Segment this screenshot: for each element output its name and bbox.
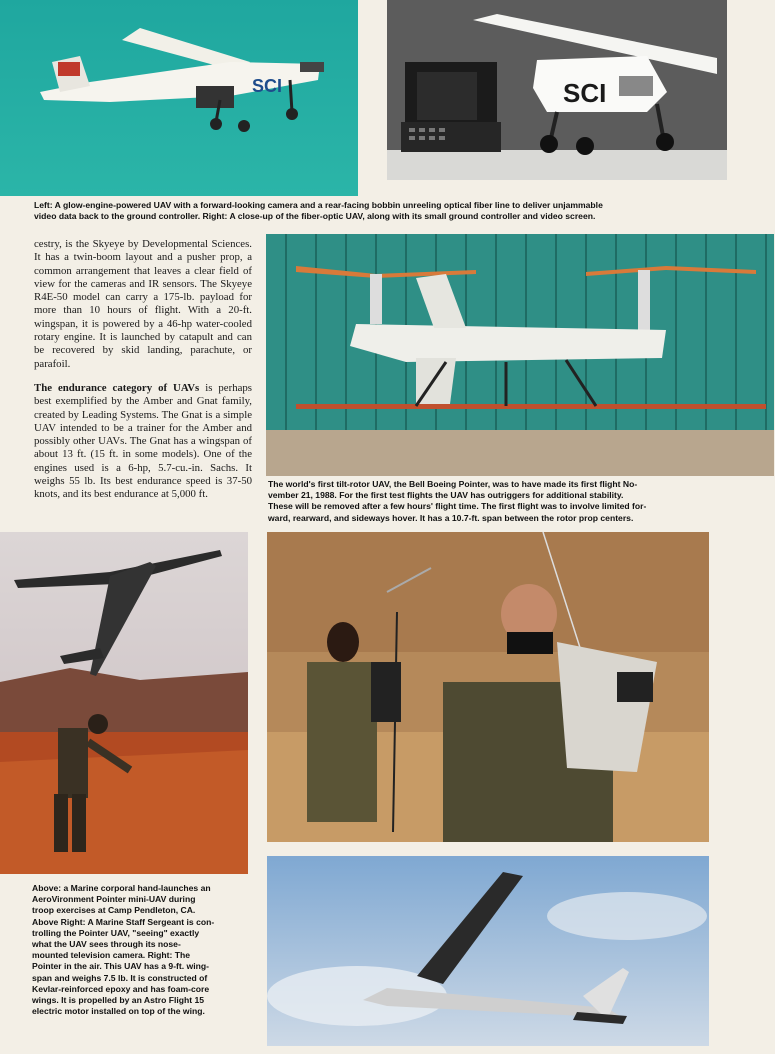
caption-bottom	[32, 883, 254, 1017]
caption-bottom-line: trolling the Pointer UAV, "seeing" exactly	[32, 927, 200, 938]
caption-pointer	[268, 479, 768, 524]
caption-bottom-line: mounted television camera. Right: The	[32, 950, 191, 961]
paragraph-text: is perhaps best exemplified by the Amber and Gnat family, created by Leading Systems. The Gnat is a simple UAV intended to be a trainer for the Amber and possibly other UAVs. The Gnat has a wingspan of about 13 ft. (15 ft. in some models). One of the engines used is a 6-hp, 5.7-cu.-in. Sachs. It weighs 55 lb. Its best endurance speed is 37-50 knots, and its best endurance at 5,000 ft.	[34, 381, 252, 501]
paragraph-lead-in: The endurance category of UAVs	[34, 381, 200, 394]
caption-bottom-line: what the UAV sees through its nose-	[32, 939, 181, 950]
photo-hand-launch	[0, 532, 248, 874]
photo-glow-engine-uav	[0, 0, 358, 196]
caption-bottom-line: Kevlar-reinforced epoxy and has foam-core	[32, 983, 210, 994]
body-paragraph-2	[34, 382, 252, 502]
sci-logo-left: SCI	[252, 76, 283, 96]
photo-marines-controller	[267, 532, 709, 842]
photo-pointer-in-flight	[267, 856, 709, 1046]
caption-bottom-line: wings. It is propelled by an Astro Flight 15	[32, 995, 205, 1006]
caption-top-line: Left: A glow-engine-powered UAV with a forward-looking camera and a rear-facing bobbin unreeling optical fiber line to deliver unjammable	[34, 200, 603, 210]
photo-fiber-optic-uav	[387, 0, 727, 196]
caption-bottom-line: Above Right: A Marine Staff Sergeant is con-	[32, 916, 215, 927]
body-paragraph-1: cestry, is the Skyeye by Developmental Sciences. It has a twin-boom layout and a pusher prop, a common arrangement that leaves a clear field of view for the cameras and IR sensors. The Skyeye R4E-50 model can carry a 175-lb. payload for more than 10 hours of flight. With a 20-ft. wingspan, it is powered by a 46-hp water-cooled rotary engine. It is launched by catapult and can be recovered by skid landing, parachute, or parafoil.	[34, 238, 252, 370]
caption-bottom-line: Above: a Marine corporal hand-launches an	[32, 883, 211, 893]
caption-bottom-line: AeroVironment Pointer mini-UAV during	[32, 894, 196, 905]
sci-logo-right: SCI	[563, 78, 607, 108]
caption-bottom-line: span and weighs 7.5 lb. It is constructed of	[32, 972, 208, 983]
caption-bottom-line: Pointer in the air. This UAV has a 9-ft. wing-	[32, 961, 209, 972]
caption-top-line: video data back to the ground controller. Right: A close-up of the fiber-optic UAV, along with its small ground controller and video screen.	[34, 211, 596, 222]
caption-bottom-line: troop exercises at Camp Pendleton, CA.	[32, 905, 196, 916]
caption-pointer-line: ward, rearward, and sideways hover. It has a 10.7-ft. span between the rotor prop centers.	[268, 512, 634, 523]
caption-pointer-line: The world's first tilt-rotor UAV, the Bell Boeing Pointer, was to have made its first flight No-	[268, 479, 638, 489]
article-body	[34, 238, 252, 513]
caption-pointer-line: vember 21, 1988. For the first test flights the UAV has outriggers for additional stability.	[268, 490, 624, 501]
caption-pointer-line: These will be removed after a few hours' flight time. The first flight was to involve limited for-	[268, 501, 647, 512]
photo-tilt-rotor-pointer	[266, 234, 774, 476]
caption-bottom-line: electric motor installed on top of the wing.	[32, 1006, 205, 1017]
caption-top	[34, 200, 764, 222]
